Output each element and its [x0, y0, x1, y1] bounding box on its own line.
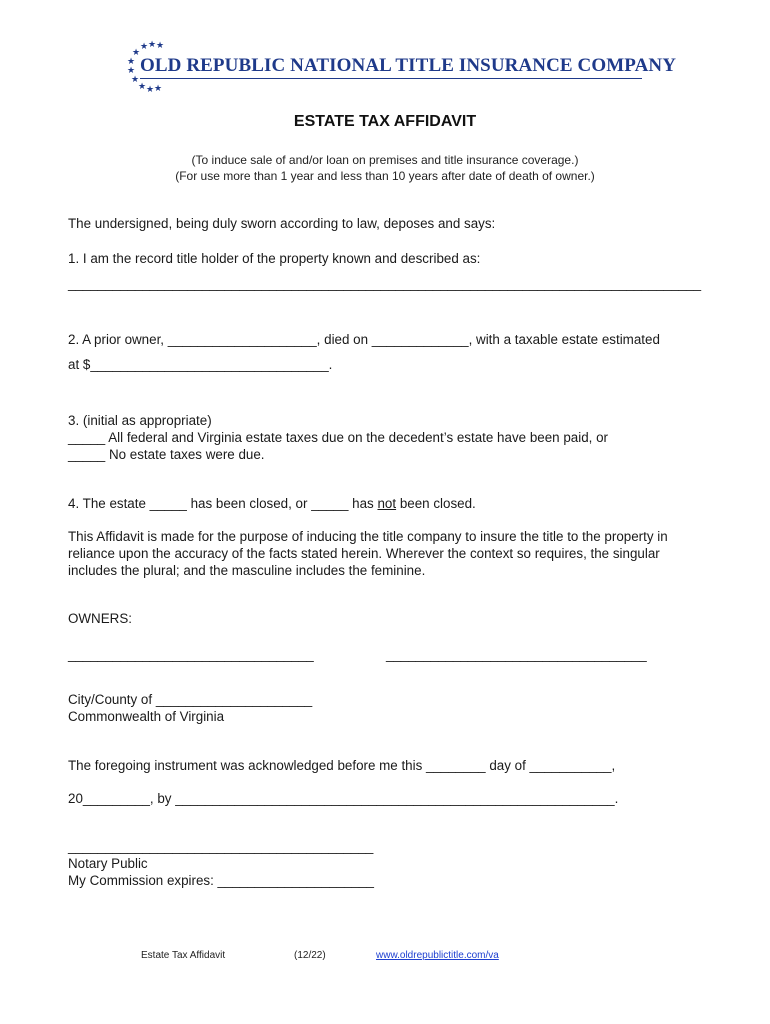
owners-label: OWNERS:: [68, 611, 132, 626]
city-county-line: City/County of _____________________: [68, 692, 313, 707]
property-description-line: _____________________________________________________________________________________: [68, 276, 702, 291]
svg-text:★: ★: [156, 41, 165, 51]
svg-text:★: ★: [148, 40, 157, 50]
commission-expires-line: My Commission expires: _____________________: [68, 873, 374, 888]
svg-text:★: ★: [140, 42, 149, 52]
footer-revision: (12/22): [294, 950, 326, 961]
svg-text:★: ★: [146, 85, 155, 92]
document-title: ESTATE TAX AFFIDAVIT: [293, 113, 477, 130]
svg-text:★: ★: [132, 48, 141, 58]
svg-text:★: ★: [154, 84, 163, 92]
subtitle-1: (To induce sale of and/or loan on premises and title insurance coverage.): [191, 153, 579, 167]
item-4-text: [68, 496, 476, 511]
acknowledgment-line-1: The foregoing instrument was acknowledged before me this ________ day of ___________,: [68, 758, 616, 773]
item-3-heading: 3. (initial as appropriate): [68, 413, 212, 428]
company-logo: [126, 40, 677, 92]
item-2-line-1: 2. A prior owner, ____________________, died on _____________, with a taxable estate estimated: [68, 332, 660, 347]
company-name: OLD REPUBLIC NATIONAL TITLE INSURANCE COMPANY: [140, 55, 677, 76]
logo-rule: [140, 78, 642, 79]
svg-text:★: ★: [138, 82, 147, 92]
svg-text:★: ★: [127, 66, 136, 76]
notary-public-label: Notary Public: [68, 856, 148, 871]
item-3-option-2: _____ No estate taxes were due.: [68, 447, 265, 462]
footer-document-name: Estate Tax Affidavit: [141, 950, 226, 961]
item-4-part-b: been closed.: [396, 496, 476, 511]
purpose-paragraph: This Affidavit is made for the purpose of inducing the title company to insure the title to the property in reliance upon the accuracy of the facts stated herein. Wherever the context so requires, the singular includes the plural; and the masculine includes the feminine.: [68, 529, 668, 578]
item-3-option-1: _____ All federal and Virginia estate taxes due on the decedent’s estate have been paid, or: [68, 430, 608, 445]
footer-website-link[interactable]: www.oldrepublictitle.com/va: [376, 950, 499, 961]
item-4-not: not: [377, 496, 397, 511]
svg-text:★: ★: [127, 57, 136, 67]
item-2-line-2: at $________________________________.: [68, 357, 333, 372]
acknowledgment-line-2: 20_________, by ___________________________________________________________.: [68, 791, 619, 806]
item-4-part-a: 4. The estate _____ has been closed, or _____ has: [68, 496, 378, 511]
commonwealth-text: Commonwealth of Virginia: [68, 709, 225, 724]
subtitle-2: (For use more than 1 year and less than 10 years after date of death of owner.): [175, 169, 595, 183]
notary-signature-line: _________________________________________: [68, 839, 374, 854]
svg-text:★: ★: [131, 75, 140, 85]
owner-signature-line-1: _________________________________: [68, 647, 314, 662]
item-1-text: 1. I am the record title holder of the property known and described as:: [68, 251, 481, 266]
intro-text: The undersigned, being duly sworn according to law, deposes and says:: [68, 216, 496, 231]
owner-signature-line-2: ___________________________________: [386, 647, 647, 662]
